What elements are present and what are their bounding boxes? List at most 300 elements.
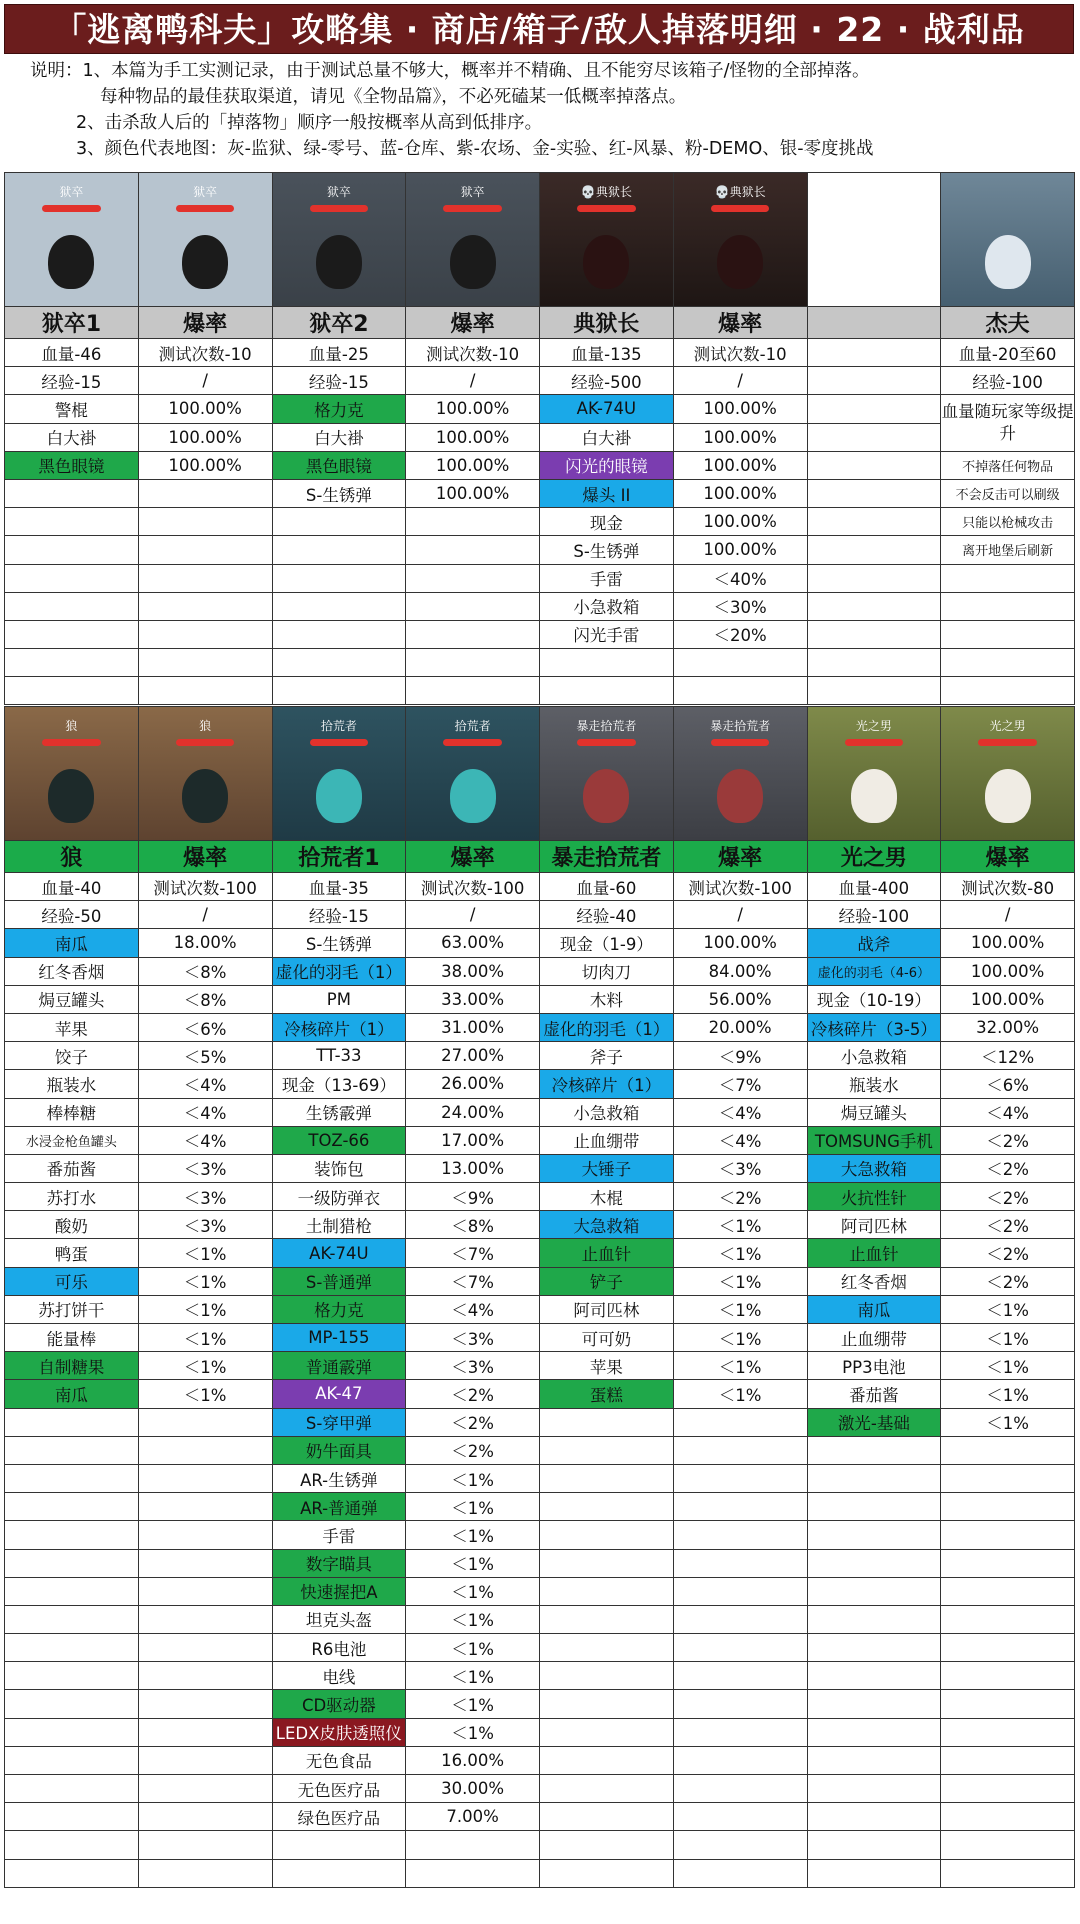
table-cell bbox=[273, 593, 407, 621]
table-cell: S-普通弹 bbox=[273, 1268, 407, 1296]
guard-duck-portrait bbox=[139, 173, 273, 307]
table-cell: ＜1% bbox=[406, 1578, 540, 1606]
table-cell: 现金 bbox=[540, 508, 674, 536]
guard-duck-icon bbox=[316, 235, 362, 289]
health-bar bbox=[443, 739, 501, 746]
health-bar bbox=[443, 205, 501, 212]
table-cell bbox=[808, 1803, 942, 1831]
table-cell bbox=[273, 508, 407, 536]
warden-duck-portrait bbox=[540, 173, 674, 307]
table-cell bbox=[5, 1662, 139, 1690]
table-cell: 番茄酱 bbox=[5, 1155, 139, 1183]
table-cell: 鸭蛋 bbox=[5, 1239, 139, 1267]
table-cell bbox=[674, 1550, 808, 1578]
table-cell bbox=[941, 649, 1075, 677]
table-cell: 血量随玩家等级提升 bbox=[941, 395, 1075, 451]
table-cell bbox=[540, 1578, 674, 1606]
table-cell: 17.00% bbox=[406, 1127, 540, 1155]
table-cell bbox=[808, 649, 942, 677]
table-cell: 生锈霰弹 bbox=[273, 1099, 407, 1127]
table-cell: ＜1% bbox=[674, 1239, 808, 1267]
table-cell: 火抗性针 bbox=[808, 1183, 942, 1211]
table-cell bbox=[674, 1437, 808, 1465]
enemy-nameplate: 狱卒 bbox=[326, 185, 351, 199]
table-cell: 木料 bbox=[540, 986, 674, 1014]
table-cell bbox=[540, 1747, 674, 1775]
table-cell: 能量棒 bbox=[5, 1324, 139, 1352]
table-cell: 100.00% bbox=[674, 929, 808, 957]
table-cell: S-生锈弹 bbox=[273, 480, 407, 508]
table-cell: ＜8% bbox=[139, 986, 273, 1014]
table-cell: AR-生锈弹 bbox=[273, 1465, 407, 1493]
table-cell: ＜3% bbox=[406, 1324, 540, 1352]
table-cell: 33.00% bbox=[406, 986, 540, 1014]
table-cell bbox=[808, 508, 942, 536]
health-bar bbox=[176, 205, 234, 212]
page-title: 「逃离鸭科夫」攻略集 · 商店/箱子/敌人掉落明细 · 22 · 战利品 bbox=[4, 4, 1074, 54]
table-cell bbox=[139, 649, 273, 677]
table-cell bbox=[941, 1747, 1075, 1775]
wolf-portrait bbox=[5, 707, 139, 841]
table-cell bbox=[5, 508, 139, 536]
table-cell: / bbox=[139, 901, 273, 929]
table-cell: 饺子 bbox=[5, 1042, 139, 1070]
table-cell: 只能以枪械攻击 bbox=[941, 508, 1075, 536]
table-cell: 63.00% bbox=[406, 929, 540, 957]
table-cell: ＜3% bbox=[139, 1155, 273, 1183]
table-cell: 焗豆罐头 bbox=[808, 1099, 942, 1127]
table-cell: 黑色眼镜 bbox=[273, 452, 407, 480]
jeff-duck-icon bbox=[985, 235, 1031, 289]
table-cell: 血量-400 bbox=[808, 873, 942, 901]
wolf-icon bbox=[48, 769, 94, 823]
table-cell bbox=[674, 1634, 808, 1662]
table-cell bbox=[273, 536, 407, 564]
column-header: 狱卒2 bbox=[273, 307, 407, 339]
table-cell bbox=[808, 593, 942, 621]
guard-duck-portrait bbox=[5, 173, 139, 307]
health-bar bbox=[845, 739, 903, 746]
table-cell bbox=[674, 1493, 808, 1521]
table-cell: / bbox=[674, 901, 808, 929]
table-cell: 大急救箱 bbox=[808, 1155, 942, 1183]
table-cell: 斧子 bbox=[540, 1042, 674, 1070]
table-cell: 27.00% bbox=[406, 1042, 540, 1070]
table-cell bbox=[808, 1465, 942, 1493]
table-cell: 小急救箱 bbox=[540, 593, 674, 621]
table-cell bbox=[941, 1493, 1075, 1521]
table-cell bbox=[273, 1860, 407, 1888]
table-cell bbox=[5, 621, 139, 649]
table-cell bbox=[941, 565, 1075, 593]
table-cell bbox=[406, 677, 540, 705]
table-cell: 30.00% bbox=[406, 1775, 540, 1803]
table-cell: CD驱动器 bbox=[273, 1690, 407, 1718]
table-cell: 无色食品 bbox=[273, 1747, 407, 1775]
table-cell: 快速握把A bbox=[273, 1578, 407, 1606]
table-cell: ＜7% bbox=[406, 1268, 540, 1296]
table-cell bbox=[139, 1860, 273, 1888]
enemy-nameplate: 暴走拾荒者 bbox=[710, 719, 771, 733]
enemy-nameplate: 狱卒 bbox=[59, 185, 84, 199]
guard-duck-icon bbox=[182, 235, 228, 289]
table-cell bbox=[5, 1747, 139, 1775]
table-cell: / bbox=[406, 901, 540, 929]
table-cell: R6电池 bbox=[273, 1634, 407, 1662]
table-cell bbox=[941, 1690, 1075, 1718]
table-cell bbox=[139, 1521, 273, 1549]
table-cell: ＜1% bbox=[941, 1296, 1075, 1324]
table-cell: ＜1% bbox=[406, 1634, 540, 1662]
table-cell: 不会反击可以刷级 bbox=[941, 480, 1075, 508]
table-cell: 100.00% bbox=[674, 536, 808, 564]
table-cell bbox=[941, 1550, 1075, 1578]
table-cell bbox=[540, 1775, 674, 1803]
health-bar bbox=[711, 205, 769, 212]
column-header: 爆率 bbox=[139, 841, 273, 873]
table-cell: 奶牛面具 bbox=[273, 1437, 407, 1465]
table-cell bbox=[5, 1606, 139, 1634]
scavenger-duck-portrait bbox=[273, 707, 407, 841]
table-cell: ＜1% bbox=[139, 1380, 273, 1408]
column-header bbox=[808, 307, 942, 339]
enemy-nameplate: 拾荒者 bbox=[454, 719, 491, 733]
table-cell bbox=[808, 480, 942, 508]
table-cell: 100.00% bbox=[139, 424, 273, 452]
table-cell: ＜3% bbox=[406, 1352, 540, 1380]
table-cell bbox=[674, 1775, 808, 1803]
table-cell: 100.00% bbox=[941, 929, 1075, 957]
table-cell: 苹果 bbox=[5, 1014, 139, 1042]
table-cell bbox=[139, 593, 273, 621]
warden-duck-portrait bbox=[674, 173, 808, 307]
enemy-nameplate: 狼 bbox=[199, 719, 212, 733]
table-cell bbox=[540, 1606, 674, 1634]
table-cell: S-穿甲弹 bbox=[273, 1409, 407, 1437]
table-cell bbox=[273, 1831, 407, 1859]
table-cell bbox=[139, 621, 273, 649]
table-cell: 激光-基础 bbox=[808, 1409, 942, 1437]
table-cell: 测试次数-80 bbox=[941, 873, 1075, 901]
table-cell bbox=[540, 1493, 674, 1521]
table-cell bbox=[808, 1578, 942, 1606]
scavenger-duck-portrait bbox=[406, 707, 540, 841]
table-cell: 红冬香烟 bbox=[808, 1268, 942, 1296]
table-cell: ＜1% bbox=[941, 1380, 1075, 1408]
table-cell: 普通霰弹 bbox=[273, 1352, 407, 1380]
table-cell: 爆头 II bbox=[540, 480, 674, 508]
table-cell: 止血绷带 bbox=[540, 1127, 674, 1155]
table-cell bbox=[808, 565, 942, 593]
table-cell: ＜1% bbox=[674, 1268, 808, 1296]
table-cell bbox=[674, 1831, 808, 1859]
table-cell bbox=[406, 565, 540, 593]
table-cell bbox=[5, 1690, 139, 1718]
table-cell: 100.00% bbox=[406, 452, 540, 480]
table-cell: ＜4% bbox=[941, 1099, 1075, 1127]
column-header: 爆率 bbox=[406, 307, 540, 339]
table-cell: 经验-15 bbox=[273, 901, 407, 929]
table-cell bbox=[5, 1860, 139, 1888]
table-cell bbox=[540, 1437, 674, 1465]
table-cell: 一级防弹衣 bbox=[273, 1183, 407, 1211]
table-cell: ＜1% bbox=[941, 1324, 1075, 1352]
enemy-nameplate: 狱卒 bbox=[460, 185, 485, 199]
table-cell: ＜1% bbox=[139, 1352, 273, 1380]
table-cell bbox=[273, 649, 407, 677]
table-cell: 水浸金枪鱼罐头 bbox=[5, 1127, 139, 1155]
table-cell: ＜2% bbox=[406, 1437, 540, 1465]
table-cell bbox=[5, 1465, 139, 1493]
table-cell bbox=[674, 677, 808, 705]
table-cell bbox=[674, 1690, 808, 1718]
table-cell: 100.00% bbox=[139, 395, 273, 423]
table-cell bbox=[5, 1409, 139, 1437]
table-cell: ＜1% bbox=[941, 1409, 1075, 1437]
table-cell bbox=[139, 1634, 273, 1662]
table-cell: ＜3% bbox=[139, 1183, 273, 1211]
table-cell: ＜4% bbox=[139, 1070, 273, 1098]
table-cell bbox=[273, 621, 407, 649]
column-header: 狼 bbox=[5, 841, 139, 873]
table-cell bbox=[5, 1578, 139, 1606]
table-cell: 7.00% bbox=[406, 1803, 540, 1831]
table-cell bbox=[139, 1775, 273, 1803]
table-cell bbox=[674, 1465, 808, 1493]
table-cell bbox=[808, 339, 942, 367]
table-cell: 冷核碎片（1） bbox=[273, 1014, 407, 1042]
table-cell: / bbox=[674, 367, 808, 395]
enemy-nameplate: 狱卒 bbox=[193, 185, 218, 199]
table-cell: ＜1% bbox=[406, 1690, 540, 1718]
table-cell: 38.00% bbox=[406, 958, 540, 986]
table-cell: 血量-40 bbox=[5, 873, 139, 901]
enemy-nameplate: 光之男 bbox=[855, 719, 892, 733]
table-cell: 南瓜 bbox=[808, 1296, 942, 1324]
table-cell: 经验-40 bbox=[540, 901, 674, 929]
enemy-nameplate: 狼 bbox=[65, 719, 78, 733]
table-cell bbox=[674, 1719, 808, 1747]
table-cell: 手雷 bbox=[273, 1521, 407, 1549]
table-cell bbox=[139, 1831, 273, 1859]
table-cell: ＜2% bbox=[941, 1239, 1075, 1267]
light-man-duck-portrait bbox=[941, 707, 1075, 841]
guard-duck-portrait bbox=[406, 173, 540, 307]
table-cell: 苹果 bbox=[540, 1352, 674, 1380]
table-cell bbox=[5, 1521, 139, 1549]
table-cell: 18.00% bbox=[139, 929, 273, 957]
table-cell bbox=[941, 677, 1075, 705]
table-cell: 100.00% bbox=[941, 958, 1075, 986]
table-cell: 焗豆罐头 bbox=[5, 986, 139, 1014]
table-cell bbox=[5, 649, 139, 677]
table-cell bbox=[5, 1803, 139, 1831]
table-cell: 测试次数-10 bbox=[406, 339, 540, 367]
table-cell: ＜1% bbox=[674, 1324, 808, 1352]
table-cell: 手雷 bbox=[540, 565, 674, 593]
table-cell bbox=[139, 1493, 273, 1521]
table-cell bbox=[808, 1775, 942, 1803]
table-cell: ＜7% bbox=[674, 1070, 808, 1098]
table-cell: 坦克头盔 bbox=[273, 1606, 407, 1634]
table-cell bbox=[941, 1437, 1075, 1465]
table-cell: S-生锈弹 bbox=[273, 929, 407, 957]
table-cell bbox=[808, 677, 942, 705]
table-cell bbox=[406, 1860, 540, 1888]
table-cell bbox=[540, 1521, 674, 1549]
wolf-portrait bbox=[139, 707, 273, 841]
table-cell bbox=[540, 1860, 674, 1888]
table-cell: ＜5% bbox=[139, 1042, 273, 1070]
table-cell: ＜4% bbox=[674, 1127, 808, 1155]
table-cell: 100.00% bbox=[406, 480, 540, 508]
table-cell: 测试次数-10 bbox=[139, 339, 273, 367]
table-cell bbox=[5, 1550, 139, 1578]
table-cell: 100.00% bbox=[406, 424, 540, 452]
table-cell: 冷核碎片（3-5） bbox=[808, 1014, 942, 1042]
table-cell bbox=[941, 1860, 1075, 1888]
table-cell: 木棍 bbox=[540, 1183, 674, 1211]
table-cell: 蛋糕 bbox=[540, 1380, 674, 1408]
table-cell: 黑色眼镜 bbox=[5, 452, 139, 480]
table-cell bbox=[941, 1803, 1075, 1831]
table-cell bbox=[674, 1662, 808, 1690]
table-cell: ＜1% bbox=[406, 1606, 540, 1634]
table-cell: 阿司匹林 bbox=[808, 1211, 942, 1239]
table-cell: 止血针 bbox=[808, 1239, 942, 1267]
table-cell bbox=[941, 1578, 1075, 1606]
table-cell bbox=[808, 1550, 942, 1578]
table-cell bbox=[5, 677, 139, 705]
table-cell bbox=[273, 565, 407, 593]
table-cell bbox=[808, 1437, 942, 1465]
table-cell: 13.00% bbox=[406, 1155, 540, 1183]
column-header: 爆率 bbox=[674, 307, 808, 339]
rampage-scavenger-portrait bbox=[674, 707, 808, 841]
table-cell: / bbox=[941, 901, 1075, 929]
table-cell: ＜6% bbox=[941, 1070, 1075, 1098]
table-cell: 56.00% bbox=[674, 986, 808, 1014]
health-bar bbox=[577, 739, 635, 746]
table-cell bbox=[139, 480, 273, 508]
light-man-duck-portrait bbox=[808, 707, 942, 841]
table-cell: ＜1% bbox=[674, 1352, 808, 1380]
table-cell: PP3电池 bbox=[808, 1352, 942, 1380]
table-cell: ＜40% bbox=[674, 565, 808, 593]
table-cell bbox=[139, 1409, 273, 1437]
table-cell: ＜4% bbox=[674, 1099, 808, 1127]
table-cell: 瓶装水 bbox=[808, 1070, 942, 1098]
table-cell: 100.00% bbox=[406, 395, 540, 423]
table-cell bbox=[808, 1719, 942, 1747]
drop-table-others bbox=[4, 706, 1075, 1888]
table-cell: ＜4% bbox=[139, 1099, 273, 1127]
table-cell: 棒棒糖 bbox=[5, 1099, 139, 1127]
table-cell: 格力克 bbox=[273, 395, 407, 423]
table-cell: TOMSUNG手机 bbox=[808, 1127, 942, 1155]
table-cell: 自制糖果 bbox=[5, 1352, 139, 1380]
table-cell: 经验-15 bbox=[273, 367, 407, 395]
table-cell bbox=[540, 677, 674, 705]
empty-portrait bbox=[808, 173, 942, 307]
enemy-nameplate: 暴走拾荒者 bbox=[576, 719, 637, 733]
table-cell: ＜1% bbox=[406, 1662, 540, 1690]
table-cell: 20.00% bbox=[674, 1014, 808, 1042]
table-cell bbox=[808, 536, 942, 564]
enemy-nameplate: 拾荒者 bbox=[320, 719, 357, 733]
table-cell bbox=[808, 395, 942, 423]
table-cell bbox=[674, 1409, 808, 1437]
table-cell: 绿色医疗品 bbox=[273, 1803, 407, 1831]
health-bar bbox=[310, 205, 368, 212]
table-cell bbox=[674, 1747, 808, 1775]
table-cell: ＜2% bbox=[674, 1183, 808, 1211]
table-cell bbox=[5, 480, 139, 508]
table-cell: 酸奶 bbox=[5, 1211, 139, 1239]
table-cell: LEDX皮肤透照仪 bbox=[273, 1719, 407, 1747]
note-line-1: 说明：1、本篇为手工实测记录，由于测试总量不够大，概率并不精确、且不能穷尽该箱子/怪物的全部掉落。 bbox=[30, 61, 870, 81]
table-cell bbox=[5, 565, 139, 593]
table-cell bbox=[139, 1550, 273, 1578]
table-cell: 切肉刀 bbox=[540, 958, 674, 986]
table-cell: 大急救箱 bbox=[540, 1211, 674, 1239]
table-cell: ＜4% bbox=[406, 1296, 540, 1324]
health-bar bbox=[42, 739, 100, 746]
table-cell bbox=[406, 621, 540, 649]
table-cell: 红冬香烟 bbox=[5, 958, 139, 986]
table-cell: 无色医疗品 bbox=[273, 1775, 407, 1803]
table-cell: 白大褂 bbox=[540, 424, 674, 452]
table-cell bbox=[5, 1437, 139, 1465]
table-cell bbox=[5, 1634, 139, 1662]
table-cell: ＜1% bbox=[406, 1493, 540, 1521]
table-cell: 100.00% bbox=[674, 395, 808, 423]
health-bar bbox=[310, 739, 368, 746]
table-cell: 100.00% bbox=[674, 508, 808, 536]
table-cell: 电线 bbox=[273, 1662, 407, 1690]
health-bar bbox=[577, 205, 635, 212]
table-cell: 番茄酱 bbox=[808, 1380, 942, 1408]
table-cell: 测试次数-100 bbox=[406, 873, 540, 901]
table-cell: 闪光的眼镜 bbox=[540, 452, 674, 480]
table-cell: ＜1% bbox=[674, 1380, 808, 1408]
table-cell: 26.00% bbox=[406, 1070, 540, 1098]
table-cell: 16.00% bbox=[406, 1747, 540, 1775]
table-cell: ＜2% bbox=[941, 1268, 1075, 1296]
table-cell bbox=[808, 424, 942, 452]
enemy-nameplate: 光之男 bbox=[989, 719, 1026, 733]
table-cell: 经验-100 bbox=[941, 367, 1075, 395]
column-header: 暴走拾荒者 bbox=[540, 841, 674, 873]
table-cell bbox=[406, 593, 540, 621]
table-cell bbox=[5, 536, 139, 564]
table-cell: 32.00% bbox=[941, 1014, 1075, 1042]
table-cell bbox=[540, 1550, 674, 1578]
table-cell: ＜3% bbox=[674, 1155, 808, 1183]
table-cell bbox=[674, 1578, 808, 1606]
table-cell: 现金（1-9） bbox=[540, 929, 674, 957]
table-cell: ＜1% bbox=[406, 1719, 540, 1747]
table-cell: 虚化的羽毛（4-6） bbox=[808, 958, 942, 986]
table-cell: AK-74U bbox=[540, 395, 674, 423]
table-cell: ＜4% bbox=[139, 1127, 273, 1155]
table-cell: ＜30% bbox=[674, 593, 808, 621]
table-cell bbox=[139, 1662, 273, 1690]
table-cell: 可可奶 bbox=[540, 1324, 674, 1352]
column-header: 拾荒者1 bbox=[273, 841, 407, 873]
table-cell bbox=[540, 1662, 674, 1690]
scavenger-duck-icon bbox=[316, 769, 362, 823]
